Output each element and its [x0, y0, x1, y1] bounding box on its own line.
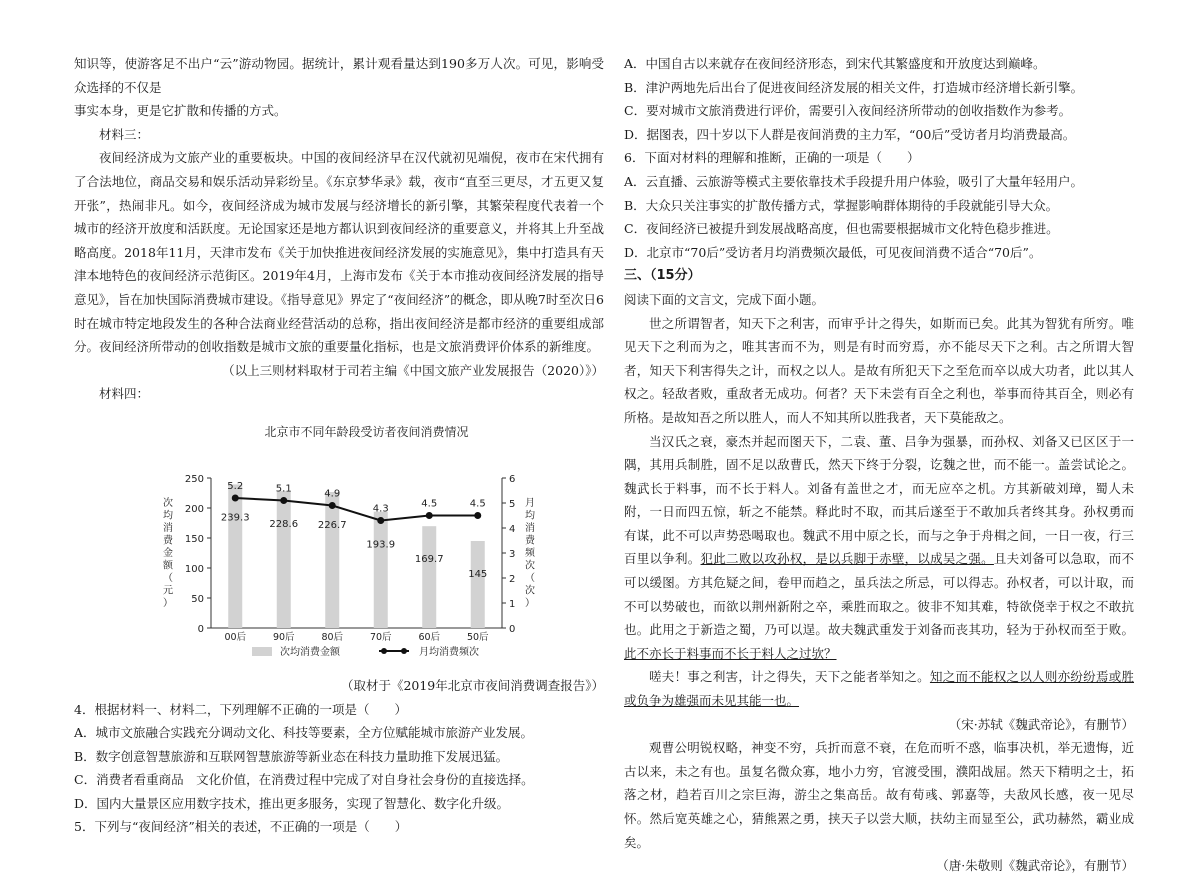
right-axis-label-char: 费 [525, 535, 535, 547]
right-axis-label-char: 月 [525, 497, 535, 509]
underlined-sentence-3: 知之而不能权之以人则亦纷纷焉或胜或负争为雄强而未见其能一也。 [624, 669, 1134, 709]
bar [325, 492, 339, 628]
classical-paragraph-4: 观曹公明锐权略，神变不穷，兵折而意不衰，在危而听不惑，临事决机，举无遗悔，近古以来，未之有也。虽复名微众寡，地小力穷，官渡受围，濮阳战屈。然天下精明之士，拓落之材，趋若百川之宗巨海，游尘之集高岳。故有荀彧、郭嘉等，夫敌风长感，夜一见尽怀。然后宽英雄之心，猜熊罴之勇，挟天子以尝大顺，扶幼主而显至公，武功赫然，霸业成矣。 [624, 740, 1134, 850]
right-axis-label-char: 次 [525, 560, 535, 572]
source-zhu-jingze: （唐·朱敬则《魏武帝论》，有删节） [936, 858, 1134, 874]
chart-container [74, 406, 604, 696]
question-4-option-d[interactable]: D．国内大量景区应用数字技术，推出更多服务，实现了智慧化、数字化升级。 [74, 795, 510, 811]
material-4-label: 材料四： [99, 386, 150, 402]
section-3-heading: 三、（15分） [624, 268, 701, 284]
right-column [624, 52, 1134, 878]
left-axis-label-char: 元 [163, 585, 173, 597]
classical-paragraph-1: 世之所谓智者，知天下之利害，而审乎计之得失，如斯而已矣。此其为智犹有所穷。唯见天下之利而为之，唯其害而不为，则是有时而穷焉，亦不能尽天下之利。古之所谓大智者，知天下利害得失之计，而权之以人。是故有所犯天下之至危而卒以成大功者，此以其人权之。轻敌者败，重敌者无成功。何者？天下未尝有百全之利也，举事而待其百全，则必有所格。是故知吾之所以胜人，而人不知其所以胜我者，天下莫能敌之。 [624, 315, 1134, 425]
frequency-value-label: 4.9 [324, 488, 341, 500]
bar-value-label: 239.3 [220, 512, 250, 524]
question-5-option-b[interactable]: B．津沪两地先后出台了促进夜间经济发展的相关文件，打造城市经济增长新引擎。 [624, 79, 1084, 95]
left-tick-label: 250 [184, 473, 204, 485]
chart-source: （取材于《2019年北京市夜间消费调查报告》） [340, 677, 604, 693]
left-axis-label-char: 费 [163, 535, 173, 547]
question-4-option-c[interactable]: C．消费者看重商品 文化价值，在消费过程中完成了对自身社会身份的直接选择。 [74, 772, 534, 788]
category-label: 90后 [272, 631, 295, 643]
frequency-point [474, 512, 481, 519]
material-3-label: 材料三： [99, 126, 150, 142]
question-6-stem: 6．下面对材料的理解和推断，正确的一项是（ ） [624, 150, 920, 166]
right-axis-label-char: 均 [525, 510, 535, 522]
left-axis-label-char: （ [163, 572, 173, 584]
classical-paragraph-2 [624, 430, 1134, 666]
left-tick-label: 50 [191, 593, 204, 605]
frequency-line [235, 498, 478, 521]
material-3-source: （以上三则材料取材于司若主编《中国文旅产业发展报告（2020）》） [222, 362, 604, 378]
bar-value-label: 228.6 [269, 518, 299, 530]
question-5-stem: 5．下列与“夜间经济”相关的表述，不正确的一项是（ ） [74, 819, 408, 835]
frequency-point [329, 502, 336, 509]
legend-swatch-bar [252, 647, 272, 656]
category-label: 80后 [321, 631, 344, 643]
chart-title: 北京市不同年龄段受访者夜间消费情况 [264, 424, 469, 439]
frequency-point [280, 497, 287, 504]
frequency-value-label: 5.2 [227, 480, 244, 492]
category-label: 00后 [224, 631, 247, 643]
left-tick-label: 100 [184, 563, 204, 575]
question-5-option-d[interactable]: D．据图表，四十岁以下人群是夜间消费的主力军，“00后”受访者月均消费最高。 [624, 126, 1076, 142]
left-tick-label: 200 [184, 503, 204, 515]
question-6-option-c[interactable]: C．夜间经济已被提升到发展战略高度，但也需要根据城市文化特色稳步推进。 [624, 221, 1059, 237]
right-axis-label-char: 频 [525, 547, 535, 559]
underlined-sentence-1: 犯此二败以攻孙权，是以兵脚于赤壁，以成吴之强。 [700, 551, 994, 567]
legend-marker [401, 648, 407, 654]
bar-value-label: 226.7 [317, 519, 347, 531]
right-tick-label: 3 [509, 548, 516, 560]
question-4-option-a[interactable]: A．城市文旅融合实践充分调动文化、科技等要素，全方位赋能城市旅游产业发展。 [74, 725, 534, 741]
left-axis-label-char: ） [163, 597, 173, 609]
classical-paragraph-3 [624, 665, 1134, 712]
right-tick-label: 5 [509, 498, 516, 510]
left-axis-label-char: 消 [163, 522, 173, 534]
left-tick-label: 150 [184, 533, 204, 545]
right-axis-label-char: 次 [525, 585, 535, 597]
right-axis-label-char: ） [525, 597, 535, 609]
category-label: 50后 [466, 631, 489, 643]
frequency-point [426, 512, 433, 519]
para2-text-a: 当汉氏之衰，豪杰并起而图天下，二袁、董、吕争为强暴，而孙权、刘备又已区区于一隅，其用兵制胜，固不足以敌曹氏，然天下终于分裂，讫魏之世，而不能一。盖尝试论之。魏武长于料事，而不长于料人。刘备有盖世之才，而无应卒之机。方其新破刘璋，蜀人未附，一日而四五惊，斩之不能禁。释此时不取，而其后遂至于不敢加兵者终其身。孙权勇而有谋，此不可以声势恐喝取也。魏武不用中原之长，而与之争于舟楫之间，一日一夜，行三百里以争利。 [624, 433, 1134, 567]
right-tick-label: 2 [509, 573, 516, 585]
source-su-shi: （宋·苏轼《魏武帝论》，有删节） [948, 716, 1134, 732]
right-axis-label-char: （ [525, 572, 535, 584]
question-6-option-b[interactable]: B．大众只关注事实的扩散传播方式，掌握影响群体期待的手段就能引导大众。 [624, 197, 1059, 213]
question-4-option-b[interactable]: B．数字创意智慧旅游和互联网智慧旅游等新业态在科技力量助推下发展迅猛。 [74, 748, 509, 764]
text-line: 事实本身，更是它扩散和传播的方式。 [74, 103, 287, 119]
bar [277, 491, 291, 628]
left-tick-label: 0 [197, 623, 204, 635]
left-axis-label-char: 金 [163, 547, 173, 559]
frequency-point [232, 494, 239, 501]
right-axis-label-char: 消 [525, 522, 535, 534]
frequency-value-label: 4.5 [421, 498, 438, 510]
legend-label-bar: 次均消费金额 [280, 646, 340, 658]
para3-text: 嗟夫！事之利害，计之得失，天下之能者举知之。 [649, 669, 930, 685]
frequency-value-label: 5.1 [275, 483, 292, 495]
bar-value-label: 193.9 [366, 539, 396, 551]
material-3-paragraph: 夜间经济成为文旅产业的重要板块。中国的夜间经济早在汉代就初见端倪，夜市在宋代拥有了合法地位，商品交易和娱乐活动异彩纷呈。《东京梦华录》载，夜市“直至三更尽，才五更又复开张”，热闹非凡。如今，夜间经济成为城市发展与经济增长的新引擎，其繁荣程度代表着一个城市的经济开放度和活跃度。无论国家还是地方都认识到夜间经济的重要意义，并将其上升至战略高度。2018年11月，天津市发布《关于加快推进夜间经济发展的实施意见》，集中打造具有天津本地特色的夜间经济示范街区。2019年4月，上海市发布《关于本市推动夜间经济发展的指导意见》，旨在加快国际消费城市建设。《指导意见》界定了“夜间经济”的概念，即从晚7时至次日6时在城市特定地段发生的各种合法商业经营活动的总称，指出夜间经济是都市经济的重要组成部分。夜间经济所带动的创收指数是城市文旅的重要量化指标，也是文旅消费评价体系的新维度。 [74, 150, 604, 355]
category-label: 60后 [418, 631, 441, 643]
bar [471, 541, 485, 628]
reading-intro: 阅读下面的文言文，完成下面小题。 [624, 291, 825, 307]
para2-text-b: 且夫刘备可以急取，而不可以缓图。方其危疑之间，卷甲而趋之，虽兵法之所忌，可以得志。孙权者，可以计取，而不可以势破也，而欲以荆州新附之卒，乘胜而取之。彼非不知其难，特欲侥幸于权之不敢抗也。此用之于新造之蜀，乃可以逞。故夫魏武重发于刘备而丧其功，轻为于孙权而至于败。 [624, 551, 1134, 638]
right-tick-label: 6 [509, 473, 516, 485]
bar [228, 484, 242, 628]
question-4-stem: 4．根据材料一、材料二，下列理解不正确的一项是（ ） [74, 701, 407, 717]
right-tick-label: 0 [509, 623, 516, 635]
bar [374, 512, 388, 628]
left-axis-label-char: 额 [163, 560, 173, 572]
category-label: 70后 [369, 631, 392, 643]
underlined-sentence-2: 此不亦长于料事而不长于料人之过欤？ [624, 645, 837, 661]
frequency-value-label: 4.3 [372, 503, 389, 515]
bar-value-label: 145 [468, 568, 488, 580]
question-6-option-d[interactable]: D．北京市“70后”受访者月均消费频次最低，可见夜间消费不适合“70后”。 [624, 244, 1042, 260]
bar-value-label: 169.7 [414, 554, 444, 566]
legend-marker [381, 648, 387, 654]
bar [422, 526, 436, 628]
text-line: 知识等，使游客足不出户“云”游动物园。据统计，累计观看量达到190多万人次。可见，影响受众选择的不仅是 [74, 56, 604, 95]
question-5-option-c[interactable]: C．要对城市文旅消费进行评价，需要引入夜间经济所带动的创收指数作为参考。 [624, 103, 1072, 119]
legend-label-line: 月均消费频次 [419, 646, 479, 658]
right-tick-label: 4 [509, 523, 516, 535]
question-5-option-a[interactable]: A．中国自古以来就存在夜间经济形态，到宋代其繁盛度和开放度达到巅峰。 [624, 56, 1046, 71]
right-tick-label: 1 [509, 598, 516, 610]
left-axis-label-char: 均 [163, 510, 173, 522]
left-column [74, 52, 604, 839]
left-axis-label-char: 次 [163, 497, 173, 509]
question-6-option-a[interactable]: A．云直播、云旅游等模式主要依靠技术手段提升用户体验，吸引了大量年轻用户。 [624, 173, 1084, 189]
frequency-value-label: 4.5 [469, 498, 486, 510]
frequency-point [377, 517, 384, 524]
consumption-chart [74, 406, 604, 674]
